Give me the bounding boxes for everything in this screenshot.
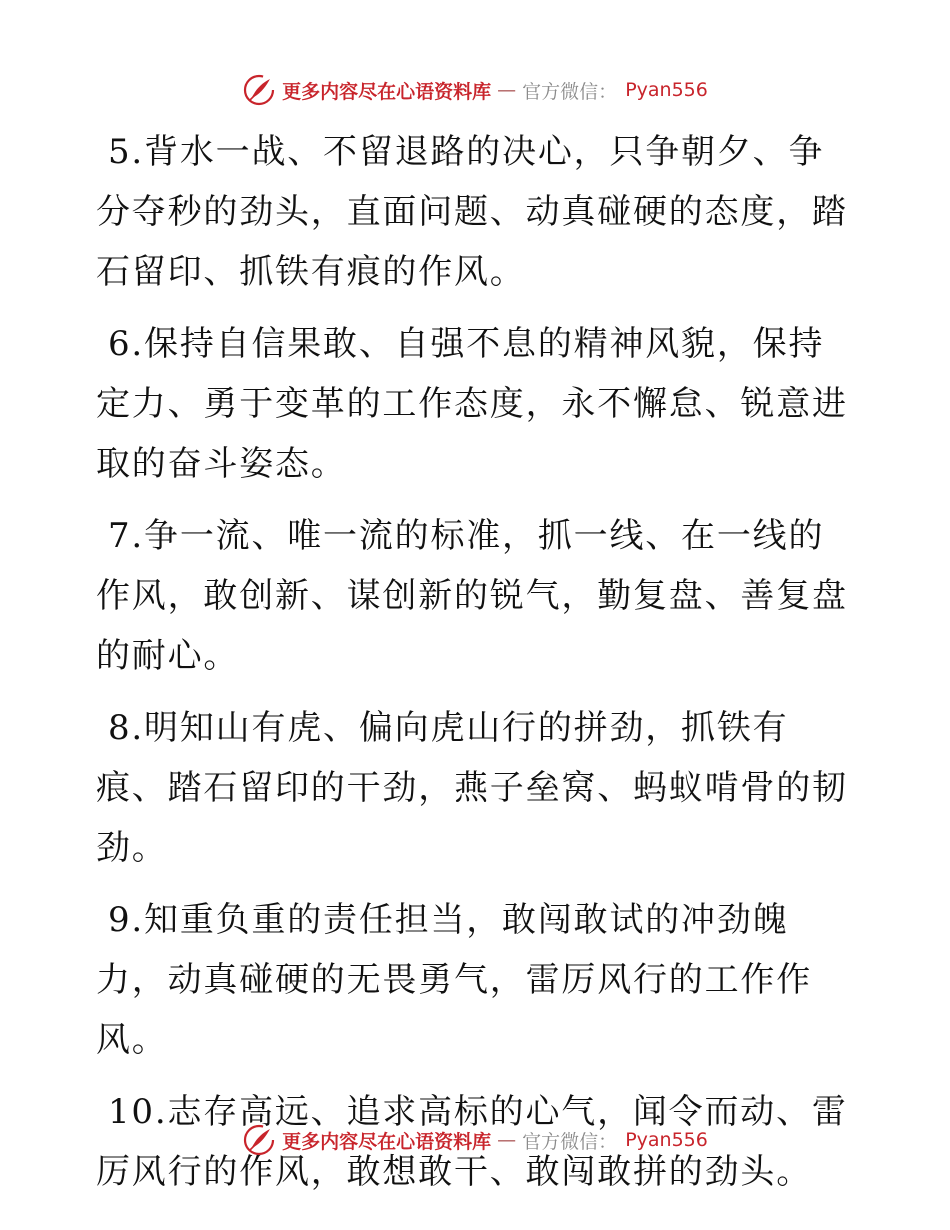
header-watermark: [0, 70, 950, 110]
feather-quill-logo-icon: [242, 1123, 276, 1157]
paragraph-8: 8.明知山有虎、偏向虎山行的拼劲，抓铁有痕、踏石留印的干劲，燕子垒窝、蚂蚁啃骨的韧劲。: [96, 708, 848, 868]
watermark-separator: —: [497, 79, 517, 101]
watermark-separator: —: [497, 1129, 517, 1151]
watermark-main-text: 更多内容尽在心语资料库: [282, 80, 492, 103]
watermark-label: 官方微信：: [522, 80, 618, 103]
paragraph-10: 10.志存高远、追求高标的心气，闻令而动、雷厉风行的作风，敢想敢干、敢闯敢拼的劲头。: [96, 1092, 848, 1192]
watermark-main-text: 更多内容尽在心语资料库: [282, 1130, 492, 1153]
paragraph-7: 7.争一流、唯一流的标准，抓一线、在一线的作风，敢创新、谋创新的锐气，勤复盘、善复盘的耐心。: [96, 516, 848, 676]
paragraph-9: 9.知重负重的责任担当，敢闯敢试的冲劲魄力，动真碰硬的无畏勇气，雷厉风行的工作作风。: [96, 900, 812, 1060]
document-body: [96, 122, 856, 1214]
watermark-label: 官方微信：: [522, 1130, 618, 1153]
paragraph-6: 6.保持自信果敢、自强不息的精神风貌，保持定力、勇于变革的工作态度，永不懈怠、锐意进取的奋斗姿态。: [96, 324, 848, 484]
watermark-wechat-id: Pyan556: [625, 1129, 708, 1151]
paragraph-5: 5.背水一战、不留退路的决心，只争朝夕、争分夺秒的劲头，直面问题、动真碰硬的态度，踏石留印、抓铁有痕的作风。: [96, 132, 848, 292]
feather-quill-logo-icon: [242, 73, 276, 107]
footer-watermark: [0, 1120, 950, 1160]
watermark-wechat-id: Pyan556: [625, 79, 708, 101]
